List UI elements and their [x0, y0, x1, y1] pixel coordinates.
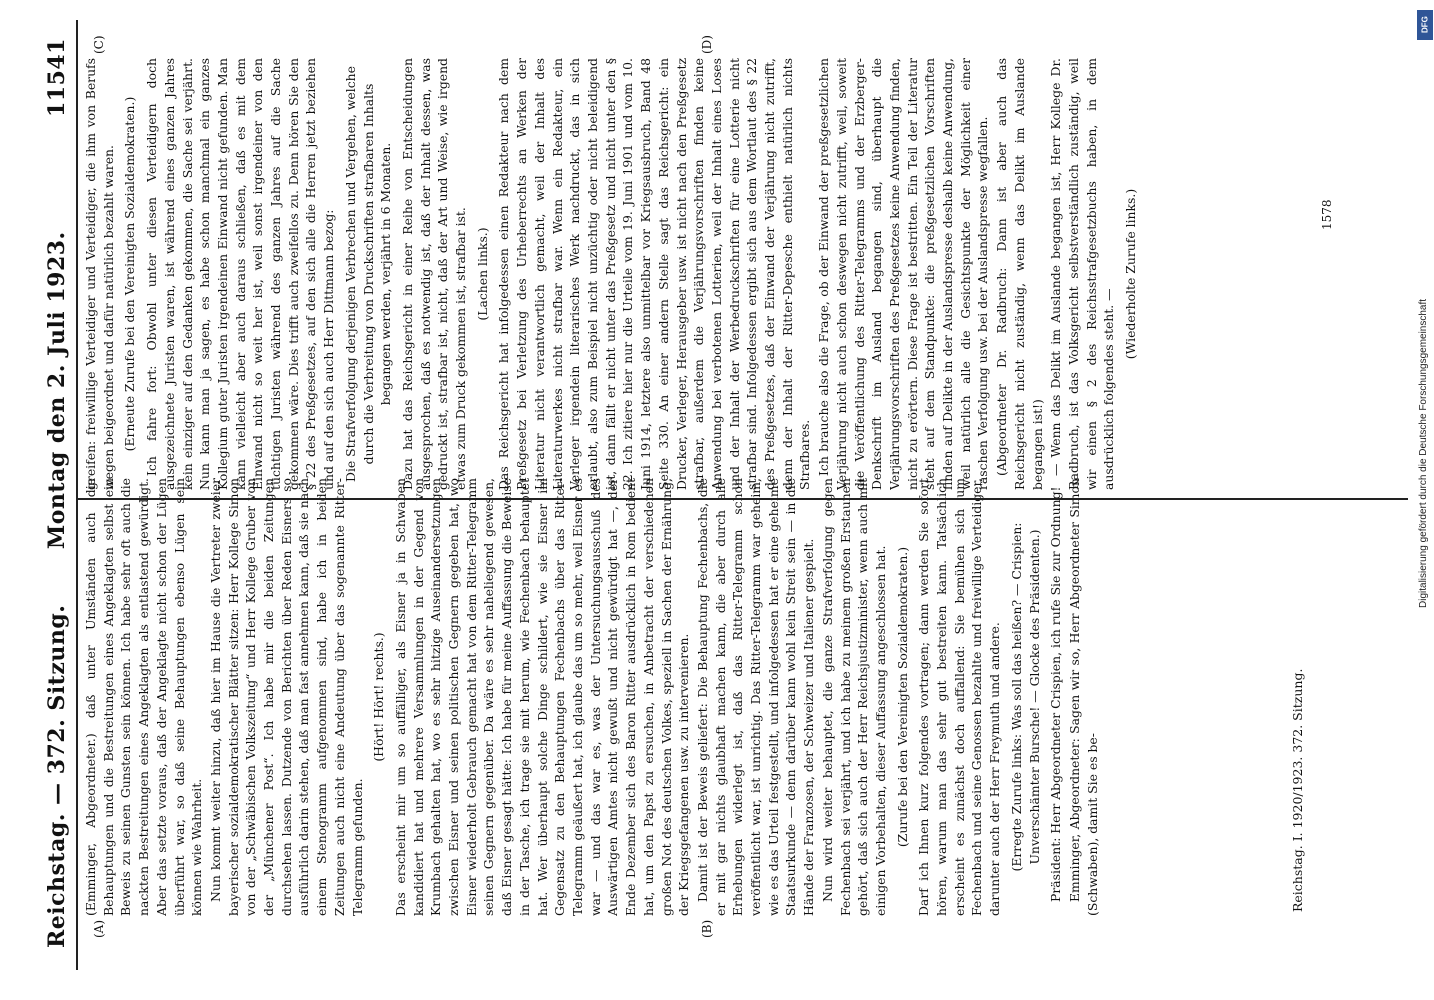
- paragraph: (Emminger, Abgeordneter.) daß unter Umständen auch die Behauptungen und die Bestreitungen eines Angeklagten selbst ein Beweis zu seinen Gunsten sein können. Ich habe sehr oft auch die nackten Bestreitungen eines Angeklagten als entlastend gewürdigt. Aber das setzte voraus, daß der Angeklagte nicht schon der Lügen überführt war, so daß seine Behauptungen ebenso Lügen sein können wie Wahrheit.: [83, 478, 205, 916]
- paragraph: Ich fahre fort: Obwohl unter diesen Verteidigern doch ausgezeichnete Juristen waren, ist während eines ganzen Jahres kein einziger auf den Gedanken gekommen, die Sache sei verjährt. Nun kann man ja sagen, es habe schon manchmal ein ganzes Kollegium guter Juristen irgendeinen Einwand nicht gefunden. Man kann vielleicht aber auch daraus schließen, daß es mit dem Einwand nicht so weit her ist, weil sonst irgendeiner von den tüchtigen Juristen während des ganzen Jahres auf die Sache gekommen wäre. Dies trifft auch zweifellos zu. Denn hören Sie den § 22 des Preßgesetzes, auf den sich alle die Herren jetzt beziehen und auf den sich auch Herr Dittmann bezog:: [144, 58, 337, 490]
- margin-mark-d: (D): [700, 35, 714, 54]
- right-column: [82, 58, 1282, 490]
- interjection: (Erregte Zurufe links: Was soll das heißen? — Crispien: Unverschämter Bursche! — Glocke des Präsidenten.): [1008, 522, 1042, 872]
- interjection: (Lachen links.): [474, 227, 490, 321]
- interjection: (Wiederholte Zurufe links.): [1123, 188, 1139, 360]
- paragraph: Darf ich Ihnen kurz folgendes vortragen; dann werden Sie sofort hören, warum man das sehr gut bestreiten kann. Tatsächlich erscheint es zunächst doch auffallend: Sie bemühen sich um Fechenbach und seine Genossen bezahlte und freiwillige Verteidiger, darunter auch der Herr Freymuth und andere.: [916, 478, 1003, 916]
- paragraph: Damit ist der Beweis geliefert: Die Behauptung Fechenbachs, die er mit gar nichts glaubhaft machen kann, die aber durch alle Erhebungen widerlegt ist, daß das Ritter-Telegramm schon veröffentlicht war, ist unrichtig. Das Ritter-Telegramm war geheim, wie es das Urteil festgestellt, und infolgedessen hat er eine geheime Staatsurkunde — denn darüber kann wohl kein Streit sein — in die Hände der Franzosen, der Schweizer und Italiener gespielt.: [694, 478, 817, 916]
- speaker-paragraph: Emminger, Abgeordneter: Sagen wir so, Herr Abgeordneter Simon (Schwaben), damit Sie es be-: [1066, 478, 1100, 916]
- interjection: (Zurufe bei den Vereinigten Sozialdemokraten.): [894, 546, 910, 848]
- paragraph: — Wenn das Delikt im Auslande begangen ist, Herr Kollege Dr. Radbruch, ist das Volksgericht selbstverständlich zuständig, weil wir einen § 2 des Reichsstrafgesetzbuchs haben, in dem ausdrücklich folgendes steht. —: [1048, 58, 1117, 490]
- speaker-paragraph: Präsident: Herr Abgeordneter Crispien, ich rufe Sie zur Ordnung!: [1048, 486, 1064, 902]
- paragraph: Nun wird weiter behauptet, die ganze Strafverfolgung gegen Fechenbach sei verjährt, und ich habe zu meinem großen Erstaunen gehört, daß sich auch der Herr Reichsjustizminister, wenn auch mit einigen Vorbehalten, dieser Auffassung angeschlossen hat.: [819, 478, 888, 916]
- paragraph: Dazu hat das Reichsgericht in einer Reihe von Entscheidungen ausgesprochen, daß es notwendig ist, daß der Inhalt dessen, was gedruckt ist, strafbar ist, nicht, daß der Art und Weise, wie irgend etwas zum Druck gekommen ist, strafbar ist.: [399, 58, 469, 490]
- footer-page-number: 1578: [1320, 199, 1334, 230]
- margin-mark-a: (A): [92, 919, 106, 938]
- page-header: [44, 38, 70, 948]
- interjection: (Abgeordneter Dr. Radbruch: Dann ist aber auch das Reichsgericht nicht zuständig, wenn das Delikt im Auslande begangen ist!): [994, 58, 1045, 490]
- header-left: Reichstag. — 372. Sitzung.: [44, 604, 70, 948]
- header-rule: [76, 20, 78, 970]
- margin-mark-b: (B): [700, 919, 714, 938]
- dfg-stamp: [1416, 8, 1434, 992]
- interjection: (Hört! Hört! rechts.): [371, 632, 387, 762]
- page-number: 11541: [44, 38, 70, 118]
- header-date: Montag den 2. Juli 1923.: [44, 231, 70, 550]
- quotation: Die Strafverfolgung derjenigen Verbrechen und Vergehen, welche durch die Verbreitung von Druckschriften strafbaren Inhalts begangen werden, verjährt in 6 Monaten.: [342, 66, 394, 482]
- paragraph: Nun kommt weiter hinzu, daß hier im Hause die Vertreter zweier bayerischer sozialdemokratischer Blätter sitzen: Herr Kollege Simon von der „Schwäbischen Volkszeitung“ und Herr Kollege Gruber von der „Münchener Post“. Ich habe mir die beiden Zeitungen durchsehen lassen. Dutzende von Berichten über Reden Eisners so ausführlich darin stehen, daß man fast annehmen kann, daß sie nach einem Stenogramm aufgenommen sind, habe ich in beiden Zeitungen auch nicht eine Andeutung über das sogenannte Ritter-Telegramm gefunden.: [207, 478, 365, 916]
- paragraph: Das Reichsgericht hat infolgedessen einen Redakteur nach dem Preßgesetz bei Verletzung des Urheberrechts an Werken der Literatur nicht verantwortlich gemacht, weil der Inhalt des Literaturwerkes nicht strafbar war. Wenn ein Redakteur, ein Verleger irgendein literarisches Werk nachdruckt, das in sich erlaubt, also zum Beispiel nicht unzüchtig oder nicht beleidigend ist, dann fällt er nicht unter das Preßgesetz und nicht unter den § 22. Ich zitiere hier nur die Urteile vom 19. Juni 1901 und vom 10. Juni 1914, letztere also unmittelbar vor Kriegsausbruch, Band 48 Seite 330. An einer andern Stelle sagt das Reichsgericht: ein Drucker, Verleger, Herausgeber usw. ist nicht nach den Preßgesetz strafbar, außerdem die Verjährungsvorschriften finden keine Anwendung bei verbotenen Lotterien, weil der Inhalt eines Loses und der Inhalt der Werbedruckschriften für eine Lotterie nicht strafbar sind. Infolgedessen ergibt sich aus dem Wortlaut des § 22 des Preßgesetzes, daß der Einwand der Verjährung nicht zutrifft, denn der Inhalt der Ritter-Depesche enthielt natürlich nichts Strafbares.: [496, 58, 813, 490]
- paragraph: Ich brauche also die Frage, ob der Einwand der preßgesetzlichen Verjährung nicht auch schon deswegen nicht zutrifft, weil, soweit die Veröffentlichung des Ritter-Telegramms und der Erzberger-Denkschrift im Ausland begangen sind, überhaupt die Verjährungsvorschriften des Preßgesetzes keine Anwendung finden, nicht zu erörtern. Diese Frage ist bestritten. Ein Teil der Literatur steht auf dem Standpunkte: die preßgesetzlichen Vorschriften finden auf Delikte in der Auslandspresse deshalb keine Anwendung, weil natürlich alle die Gesichtspunkte der Möglichkeit einer raschen Verfolgung usw. bei der Auslandspresse wegfallen.: [816, 58, 991, 490]
- header-right: [44, 38, 70, 549]
- dfg-logo-icon: DFG: [1417, 10, 1433, 40]
- paragraph: greifen: freiwillige Verteidiger und Verteidiger, die ihm von Berufs wegen beigeordnet und dafür natürlich bezahlt waren.: [83, 58, 116, 490]
- margin-mark-c: (C): [92, 35, 106, 54]
- interjection: (Erneute Zurufe bei den Vereinigten Sozialdemokraten.): [122, 96, 138, 452]
- left-column: [82, 478, 1282, 916]
- paragraph: Das erscheint mir um so auffälliger, als Eisner ja in Schwaben kandidiert hat und mehrere Versammlungen in der Gegend von Krumbach gehalten hat, wo es sehr hitzige Auseinandersetzungen zwischen Eisner und seinen politischen Gegnern gegeben hat, wo Eisner wiederholt Gebrauch gemacht hat von dem Ritter-Telegramm seinen Gegnern gegenüber. Da wäre es sehr naheliegend gewesen, daß Eisner gesagt hätte: Ich habe für meine Auffassung die Beweise in der Tasche, ich trage sie mit herum, wie Fechenbach behauptet hat. Wer überhaupt solche Dinge schildert, wie sie Eisner im Gegensatz zu den Behauptungen Fechenbachs über das Ritter-Telegramm geäußert hat, ich glaube das um so mehr, weil Eisner es war — und das war es, was der Untersuchungsausschuß des Auswärtigen Amtes nicht gewußt und nicht gewürdigt hat —, der Ende Dezember sich des Baron Ritter ausdrücklich in Rom bedient hat, um den Papst zu ersuchen, in Anbetracht der verschiedenen großen Not des deutschen Volkes, speziell in Sachen der Ernährung, der Kriegsgefangenen usw. zu intervenieren.: [392, 478, 692, 916]
- page-footer: Reichstag. I. 1920/1923. 372. Sitzung.: [1290, 668, 1305, 912]
- column-divider: [78, 498, 1408, 500]
- dfg-stamp-text: Digitalisierung gefördert durch die Deutsche Forschungsgemeinschaft: [1418, 298, 1429, 608]
